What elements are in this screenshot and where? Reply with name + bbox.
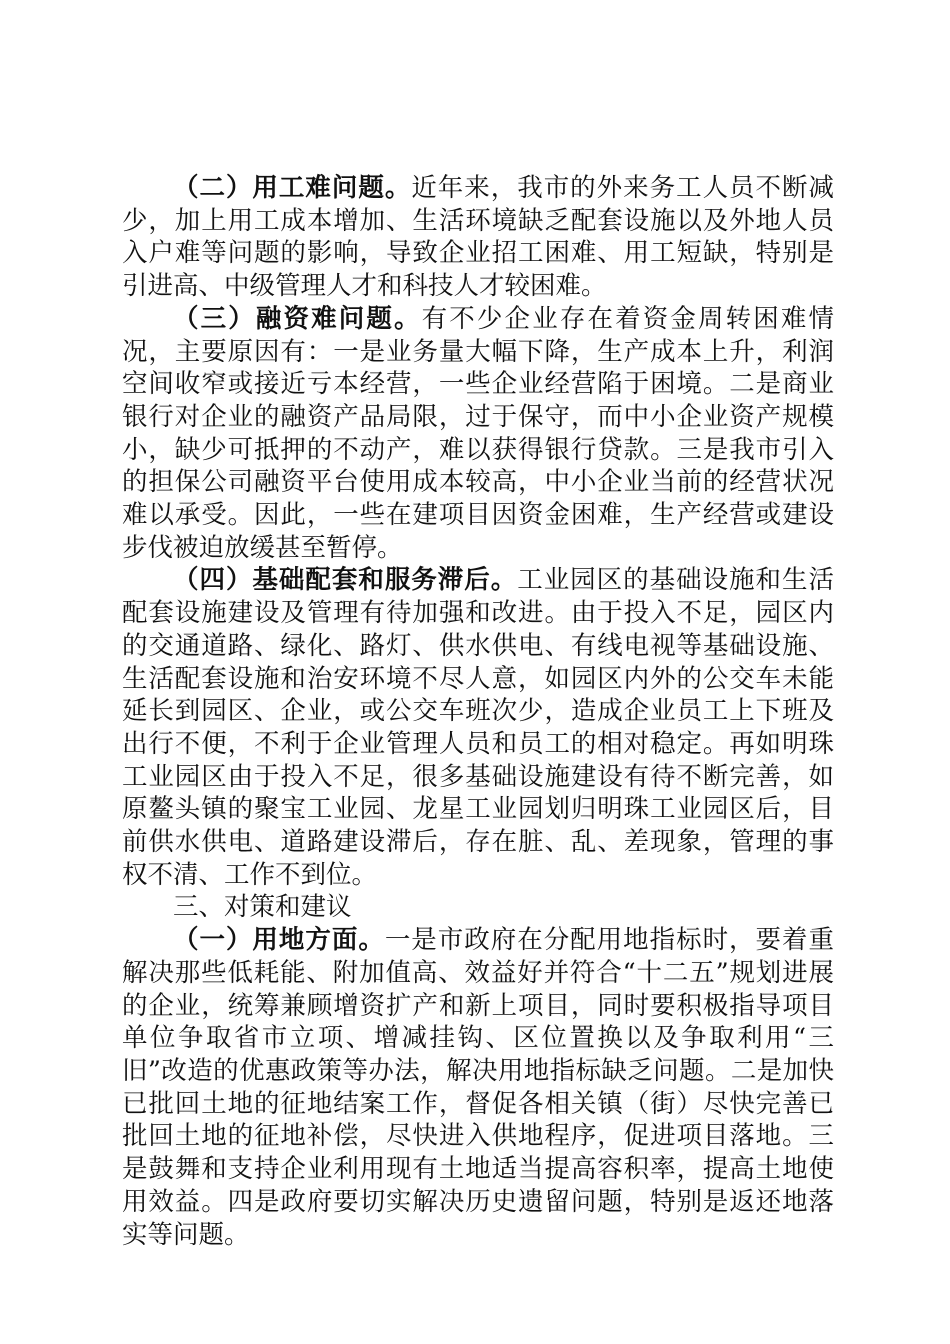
paragraph-text: 工业园区的基础设施和生活配套设施建设及管理有待加强和改进。由于投入不足，园区内的交通道路、绿化、路灯、供水供电、有线电视等基础设施、生活配套设施和治安环境不尽人意，如园区内外的公交车未能延长到园区、企业，或公交车班次少，造成企业员工上下班及出行不便，不利于企业管理人员和员工的相对稳定。再如明珠工业园区由于投入不足，很多基础设施建设有待不断完善，如原鳌头镇的聚宝工业园、龙星工业园划归明珠工业园区后，目前供水供电、道路建设滞后，存在脏、乱、差现象，管理的事权不清、工作不到位。 <box>122 565 834 890</box>
paragraph-infrastructure <box>122 564 834 891</box>
paragraph-text: 一是市政府在分配用地指标时，要着重解决那些低耗能、附加值高、效益好并符合“十二五”规划进展的企业，统筹兼顾增资扩产和新上项目，同时要积极指导项目单位争取省市立项、增减挂钩、区位置换以及争取利用“三旧”改造的优惠政策等办法，解决用地指标缺乏问题。二是加快已批回土地的征地结案工作，督促各相关镇（街）尽快完善已批回土地的征地补偿，尽快进入供地程序，促进项目落地。三是鼓舞和支持企业利用现有土地适当提高容积率，提高土地使用效益。四是政府要切实解决历史遗留问题，特别是返还地落实等问题。 <box>122 925 834 1250</box>
paragraph-text: 有不少企业存在着资金周转困难情况，主要原因有：一是业务量大幅下降，生产成本上升，利润空间收窄或接近亏本经营，一些企业经营陷于困境。二是商业银行对企业的融资产品局限，过于保守，而中小企业资产规模小，缺少可抵押的不动产，难以获得银行贷款。三是我市引入的担保公司融资平台使用成本较高，中小企业当前的经营状况难以承受。因此，一些在建项目因资金困难，生产经营或建设步伐被迫放缓甚至暂停。 <box>122 303 834 563</box>
paragraph-financing <box>122 303 834 565</box>
paragraph-lead: （二）用工难问题。 <box>173 173 412 203</box>
paragraph-lead: （四）基础配套和服务滞后。 <box>173 565 518 596</box>
paragraph-lead: （三）融资难问题。 <box>173 303 422 334</box>
document-page <box>122 172 834 1251</box>
paragraph-text: 近年来，我市的外来务工人员不断减少，加上用工成本增加、生活环境缺乏配套设施以及外地人员入户难等问题的影响，导致企业招工困难、用工短缺，特别是引进高、中级管理人才和科技人才较困难。 <box>122 173 834 302</box>
paragraph-labor-shortage <box>122 172 834 303</box>
paragraph-land-use <box>122 924 834 1251</box>
paragraph-lead: （一）用地方面。 <box>173 925 385 956</box>
section-heading: 三、对策和建议 <box>173 892 352 923</box>
